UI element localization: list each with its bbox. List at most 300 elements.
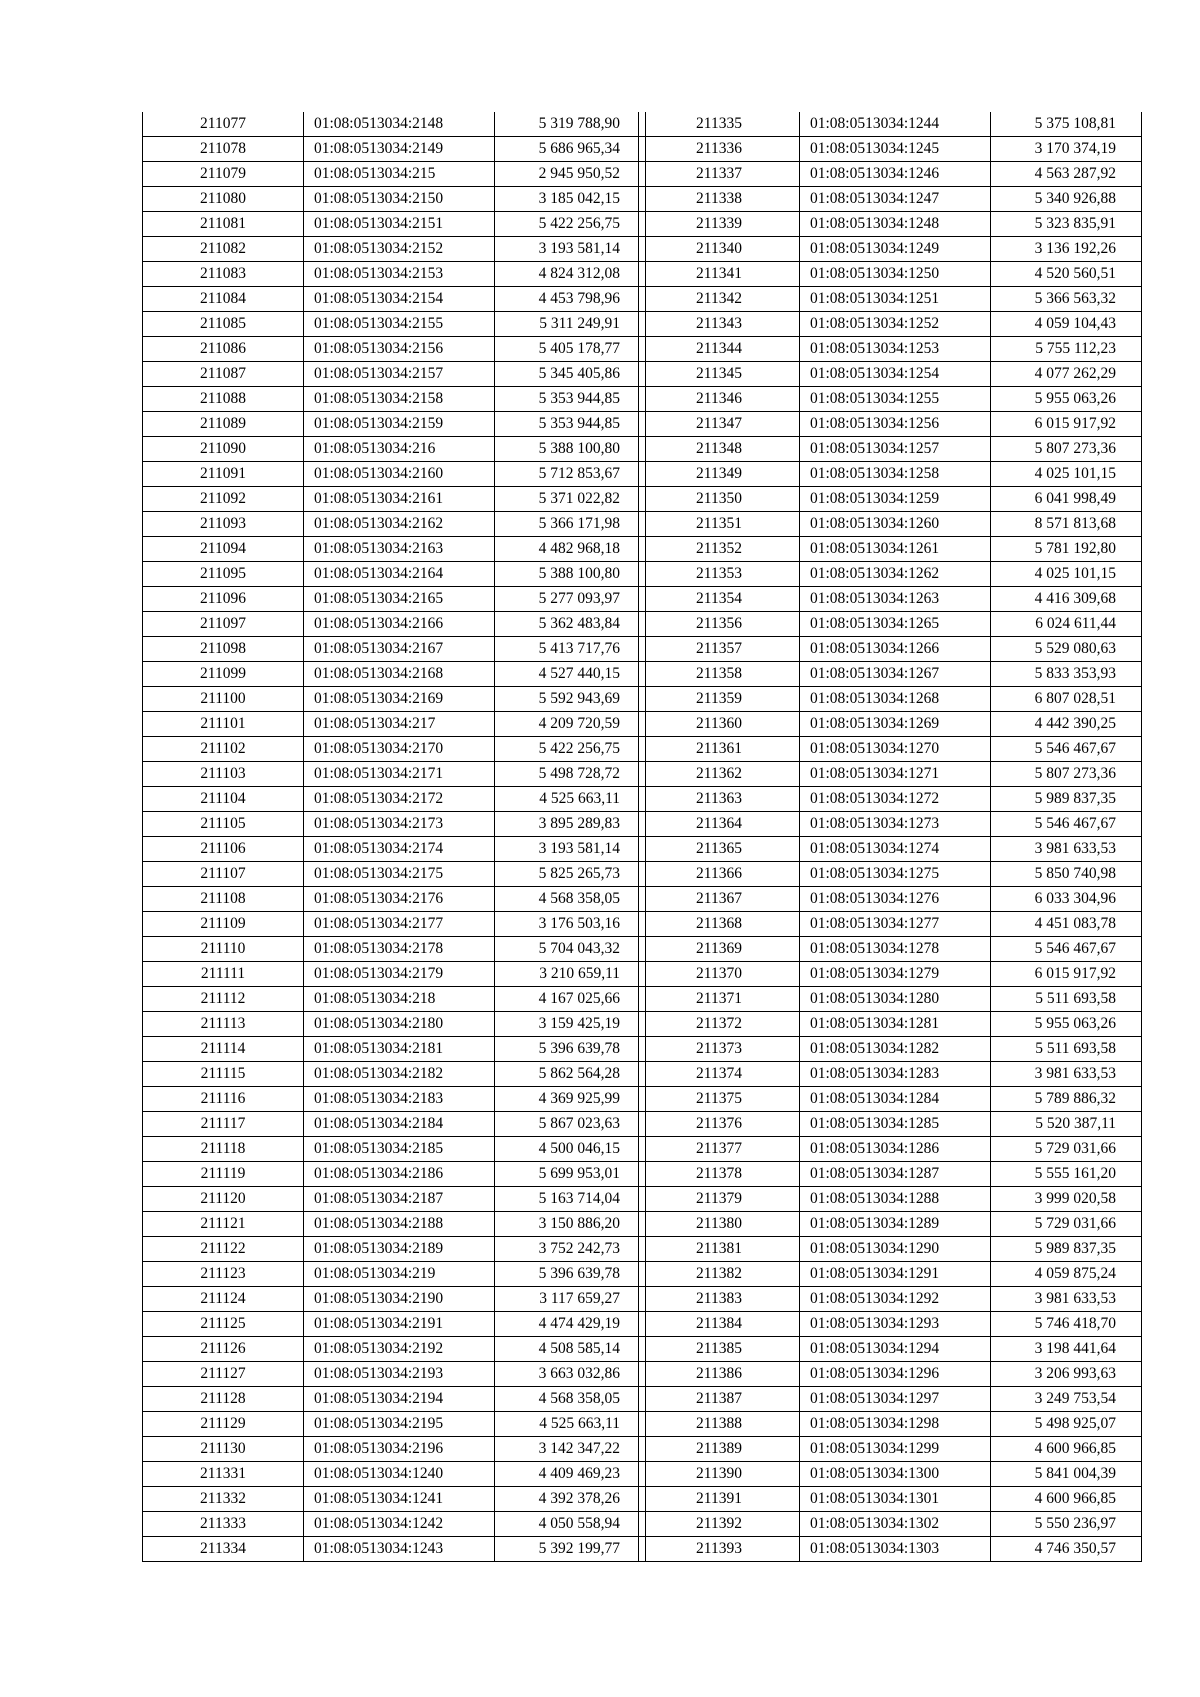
cadastral-number-cell: 01:08:0513034:1278	[800, 937, 991, 962]
table-row	[639, 112, 1142, 137]
cadastral-number-cell: 01:08:0513034:2160	[304, 462, 495, 487]
table-row	[639, 687, 1142, 712]
cadastral-number-cell: 01:08:0513034:1255	[800, 387, 991, 412]
table-row	[639, 162, 1142, 187]
cadastral-value-cell: 3 193 581,14	[495, 837, 646, 862]
cadastral-value-cell: 4 416 309,68	[991, 587, 1142, 612]
record-number-cell: 211373	[639, 1037, 800, 1062]
record-number-cell: 211127	[143, 1362, 304, 1387]
cadastral-number-cell: 01:08:0513034:1294	[800, 1337, 991, 1362]
table-row	[639, 512, 1142, 537]
cadastral-number-cell: 01:08:0513034:1270	[800, 737, 991, 762]
cadastral-number-cell: 01:08:0513034:2194	[304, 1387, 495, 1412]
table-row	[143, 237, 646, 262]
record-number-cell: 211086	[143, 337, 304, 362]
table-row	[143, 987, 646, 1012]
record-number-cell: 211343	[639, 312, 800, 337]
table-row	[639, 837, 1142, 862]
record-number-cell: 211093	[143, 512, 304, 537]
table-row	[143, 587, 646, 612]
table-row	[143, 1312, 646, 1337]
record-number-cell: 211091	[143, 462, 304, 487]
cadastral-number-cell: 01:08:0513034:2181	[304, 1037, 495, 1062]
cadastral-number-cell: 01:08:0513034:2173	[304, 812, 495, 837]
cadastral-number-cell: 01:08:0513034:2191	[304, 1312, 495, 1337]
table-row	[143, 337, 646, 362]
table-row	[639, 812, 1142, 837]
cadastral-value-cell: 5 340 926,88	[991, 187, 1142, 212]
cadastral-value-cell: 6 041 998,49	[991, 487, 1142, 512]
cadastral-value-cell: 4 474 429,19	[495, 1312, 646, 1337]
cadastral-value-cell: 3 159 425,19	[495, 1012, 646, 1037]
record-number-cell: 211350	[639, 487, 800, 512]
cadastral-number-cell: 01:08:0513034:219	[304, 1262, 495, 1287]
record-number-cell: 211112	[143, 987, 304, 1012]
record-number-cell: 211348	[639, 437, 800, 462]
table-row	[143, 887, 646, 912]
cadastral-number-cell: 01:08:0513034:1282	[800, 1037, 991, 1062]
cadastral-number-cell: 01:08:0513034:2165	[304, 587, 495, 612]
cadastral-number-cell: 01:08:0513034:1288	[800, 1187, 991, 1212]
table-row	[639, 1062, 1142, 1087]
record-number-cell: 211082	[143, 237, 304, 262]
table-row	[639, 1437, 1142, 1462]
table-row	[639, 1337, 1142, 1362]
record-number-cell: 211100	[143, 687, 304, 712]
cadastral-number-cell: 01:08:0513034:1285	[800, 1112, 991, 1137]
cadastral-value-cell: 5 729 031,66	[991, 1137, 1142, 1162]
record-number-cell: 211393	[639, 1537, 800, 1562]
table-row	[639, 1512, 1142, 1537]
cadastral-value-cell: 5 555 161,20	[991, 1162, 1142, 1187]
table-body-left	[143, 112, 646, 1562]
table-row	[639, 212, 1142, 237]
cadastral-value-cell: 3 981 633,53	[991, 1062, 1142, 1087]
cadastral-value-cell: 4 482 968,18	[495, 537, 646, 562]
cadastral-number-cell: 01:08:0513034:2154	[304, 287, 495, 312]
record-number-cell: 211376	[639, 1112, 800, 1137]
cadastral-value-cell: 5 712 853,67	[495, 462, 646, 487]
record-number-cell: 211080	[143, 187, 304, 212]
cadastral-number-cell: 01:08:0513034:1293	[800, 1312, 991, 1337]
table-row	[143, 1112, 646, 1137]
record-number-cell: 211388	[639, 1412, 800, 1437]
record-number-cell: 211337	[639, 162, 800, 187]
table-row	[143, 362, 646, 387]
record-number-cell: 211368	[639, 912, 800, 937]
record-number-cell: 211078	[143, 137, 304, 162]
cadastral-number-cell: 01:08:0513034:2184	[304, 1112, 495, 1137]
table-row	[143, 1287, 646, 1312]
cadastral-number-cell: 01:08:0513034:2158	[304, 387, 495, 412]
table-row	[639, 537, 1142, 562]
record-number-cell: 211382	[639, 1262, 800, 1287]
record-number-cell: 211340	[639, 237, 800, 262]
record-number-cell: 211099	[143, 662, 304, 687]
cadastral-value-cell: 5 789 886,32	[991, 1087, 1142, 1112]
cadastral-value-cell: 5 989 837,35	[991, 787, 1142, 812]
cadastral-value-cell: 5 277 093,97	[495, 587, 646, 612]
table-row	[639, 587, 1142, 612]
cadastral-number-cell: 01:08:0513034:1289	[800, 1212, 991, 1237]
record-number-cell: 211365	[639, 837, 800, 862]
record-number-cell: 211104	[143, 787, 304, 812]
cadastral-value-cell: 4 568 358,05	[495, 887, 646, 912]
table-row	[639, 1312, 1142, 1337]
table-row	[143, 1237, 646, 1262]
cadastral-value-cell: 3 150 886,20	[495, 1212, 646, 1237]
cadastral-number-cell: 01:08:0513034:216	[304, 437, 495, 462]
cadastral-number-cell: 01:08:0513034:1302	[800, 1512, 991, 1537]
table-row	[639, 712, 1142, 737]
cadastral-number-cell: 01:08:0513034:1279	[800, 962, 991, 987]
record-number-cell: 211124	[143, 1287, 304, 1312]
cadastral-value-cell: 6 807 028,51	[991, 687, 1142, 712]
table-row	[143, 312, 646, 337]
table-row	[143, 1037, 646, 1062]
record-number-cell: 211392	[639, 1512, 800, 1537]
cadastral-value-cell: 5 422 256,75	[495, 737, 646, 762]
cadastral-value-cell: 4 025 101,15	[991, 462, 1142, 487]
cadastral-number-cell: 01:08:0513034:1268	[800, 687, 991, 712]
cadastral-number-cell: 01:08:0513034:1240	[304, 1462, 495, 1487]
cadastral-value-cell: 5 955 063,26	[991, 1012, 1142, 1037]
cadastral-value-cell: 3 999 020,58	[991, 1187, 1142, 1212]
record-number-cell: 211097	[143, 612, 304, 637]
cadastral-value-cell: 5 388 100,80	[495, 562, 646, 587]
cadastral-number-cell: 01:08:0513034:1291	[800, 1262, 991, 1287]
record-number-cell: 211374	[639, 1062, 800, 1087]
cadastral-number-cell: 01:08:0513034:2179	[304, 962, 495, 987]
cadastral-number-cell: 01:08:0513034:1296	[800, 1362, 991, 1387]
record-number-cell: 211353	[639, 562, 800, 587]
cadastral-value-cell: 5 362 483,84	[495, 612, 646, 637]
record-number-cell: 211387	[639, 1387, 800, 1412]
record-number-cell: 211096	[143, 587, 304, 612]
table-row	[639, 437, 1142, 462]
table-row	[143, 937, 646, 962]
table-row	[639, 862, 1142, 887]
table-row	[639, 1112, 1142, 1137]
table-row	[639, 1037, 1142, 1062]
table-row	[143, 137, 646, 162]
cadastral-value-cell: 4 746 350,57	[991, 1537, 1142, 1562]
cadastral-number-cell: 01:08:0513034:1249	[800, 237, 991, 262]
record-number-cell: 211107	[143, 862, 304, 887]
record-number-cell: 211109	[143, 912, 304, 937]
table-row	[639, 1237, 1142, 1262]
cadastral-value-cell: 5 366 563,32	[991, 287, 1142, 312]
table-row	[143, 762, 646, 787]
table-row	[143, 712, 646, 737]
record-number-cell: 211113	[143, 1012, 304, 1037]
cadastral-value-cell: 3 185 042,15	[495, 187, 646, 212]
cadastral-value-cell: 5 520 387,11	[991, 1112, 1142, 1137]
cadastral-value-cell: 4 568 358,05	[495, 1387, 646, 1412]
table-row	[639, 412, 1142, 437]
cadastral-value-cell: 5 311 249,91	[495, 312, 646, 337]
table-row	[639, 387, 1142, 412]
cadastral-value-cell: 6 024 611,44	[991, 612, 1142, 637]
table-row	[143, 1362, 646, 1387]
record-number-cell: 211358	[639, 662, 800, 687]
record-number-cell: 211122	[143, 1237, 304, 1262]
cadastral-number-cell: 01:08:0513034:1281	[800, 1012, 991, 1037]
cadastral-value-cell: 5 825 265,73	[495, 862, 646, 887]
cadastral-number-cell: 01:08:0513034:1271	[800, 762, 991, 787]
record-number-cell: 211366	[639, 862, 800, 887]
cadastral-number-cell: 01:08:0513034:1251	[800, 287, 991, 312]
table-row	[143, 1537, 646, 1562]
cadastral-value-cell: 5 366 171,98	[495, 512, 646, 537]
table-row	[639, 362, 1142, 387]
record-number-cell: 211371	[639, 987, 800, 1012]
cadastral-number-cell: 01:08:0513034:1243	[304, 1537, 495, 1562]
record-number-cell: 211083	[143, 262, 304, 287]
cadastral-value-cell: 5 422 256,75	[495, 212, 646, 237]
cadastral-number-cell: 01:08:0513034:2175	[304, 862, 495, 887]
cadastral-number-cell: 01:08:0513034:218	[304, 987, 495, 1012]
record-number-cell: 211089	[143, 412, 304, 437]
table-row	[639, 1537, 1142, 1562]
record-number-cell: 211372	[639, 1012, 800, 1037]
cadastral-value-cell: 5 755 112,23	[991, 337, 1142, 362]
record-number-cell: 211336	[639, 137, 800, 162]
table-row	[639, 762, 1142, 787]
record-number-cell: 211331	[143, 1462, 304, 1487]
record-number-cell: 211098	[143, 637, 304, 662]
record-number-cell: 211102	[143, 737, 304, 762]
record-number-cell: 211359	[639, 687, 800, 712]
cadastral-number-cell: 01:08:0513034:1245	[800, 137, 991, 162]
cadastral-number-cell: 01:08:0513034:2162	[304, 512, 495, 537]
cadastral-value-cell: 5 550 236,97	[991, 1512, 1142, 1537]
table-row	[639, 137, 1142, 162]
record-number-cell: 211346	[639, 387, 800, 412]
table-row	[143, 437, 646, 462]
record-number-cell: 211105	[143, 812, 304, 837]
record-number-cell: 211341	[639, 262, 800, 287]
table-row	[143, 687, 646, 712]
cadastral-value-cell: 8 571 813,68	[991, 512, 1142, 537]
cadastral-number-cell: 01:08:0513034:2167	[304, 637, 495, 662]
cadastral-value-cell: 5 989 837,35	[991, 1237, 1142, 1262]
cadastral-value-cell: 4 600 966,85	[991, 1487, 1142, 1512]
cadastral-value-cell: 4 209 720,59	[495, 712, 646, 737]
table-row	[143, 537, 646, 562]
cadastral-value-cell: 3 752 242,73	[495, 1237, 646, 1262]
cadastral-value-cell: 4 824 312,08	[495, 262, 646, 287]
table-row	[143, 1512, 646, 1537]
table-row	[143, 1087, 646, 1112]
cadastral-number-cell: 01:08:0513034:1260	[800, 512, 991, 537]
cadastral-number-cell: 01:08:0513034:1301	[800, 1487, 991, 1512]
record-number-cell: 211362	[639, 762, 800, 787]
cadastral-value-cell: 5 841 004,39	[991, 1462, 1142, 1487]
record-number-cell: 211338	[639, 187, 800, 212]
table-row	[639, 1462, 1142, 1487]
cadastral-value-cell: 5 319 788,90	[495, 112, 646, 137]
cadastral-value-cell: 4 059 104,43	[991, 312, 1142, 337]
cadastral-value-cell: 4 525 663,11	[495, 787, 646, 812]
record-number-cell: 211342	[639, 287, 800, 312]
record-number-cell: 211377	[639, 1137, 800, 1162]
cadastral-value-cell: 5 729 031,66	[991, 1212, 1142, 1237]
cadastral-number-cell: 01:08:0513034:1241	[304, 1487, 495, 1512]
record-number-cell: 211354	[639, 587, 800, 612]
cadastral-number-cell: 01:08:0513034:1263	[800, 587, 991, 612]
cadastral-number-cell: 01:08:0513034:2192	[304, 1337, 495, 1362]
table-row	[639, 312, 1142, 337]
table-row	[639, 1387, 1142, 1412]
cadastral-value-cell: 4 600 966,85	[991, 1437, 1142, 1462]
record-number-cell: 211363	[639, 787, 800, 812]
cadastral-number-cell: 01:08:0513034:1267	[800, 662, 991, 687]
cadastral-number-cell: 01:08:0513034:2169	[304, 687, 495, 712]
record-number-cell: 211084	[143, 287, 304, 312]
cadastral-number-cell: 01:08:0513034:215	[304, 162, 495, 187]
cadastral-value-cell: 5 746 418,70	[991, 1312, 1142, 1337]
cadastral-value-cell: 5 807 273,36	[991, 437, 1142, 462]
record-number-cell: 211379	[639, 1187, 800, 1212]
table-row	[143, 812, 646, 837]
record-number-cell: 211333	[143, 1512, 304, 1537]
table-row	[639, 1487, 1142, 1512]
table-row	[639, 1212, 1142, 1237]
cadastral-value-cell: 3 136 192,26	[991, 237, 1142, 262]
cadastral-value-cell: 4 525 663,11	[495, 1412, 646, 1437]
table-row	[639, 1162, 1142, 1187]
cadastral-value-cell: 4 167 025,66	[495, 987, 646, 1012]
cadastral-number-cell: 01:08:0513034:2159	[304, 412, 495, 437]
cadastral-number-cell: 01:08:0513034:2193	[304, 1362, 495, 1387]
table-row	[143, 1262, 646, 1287]
cadastral-number-cell: 01:08:0513034:2148	[304, 112, 495, 137]
cadastral-value-cell: 5 353 944,85	[495, 412, 646, 437]
cadastral-value-cell: 5 850 740,98	[991, 862, 1142, 887]
cadastral-number-cell: 01:08:0513034:2155	[304, 312, 495, 337]
cadastral-value-cell: 5 511 693,58	[991, 1037, 1142, 1062]
cadastral-value-cell: 5 592 943,69	[495, 687, 646, 712]
table-row	[143, 962, 646, 987]
cadastral-value-cell: 5 323 835,91	[991, 212, 1142, 237]
record-number-cell: 211361	[639, 737, 800, 762]
record-number-cell: 211094	[143, 537, 304, 562]
cadastral-number-cell: 01:08:0513034:217	[304, 712, 495, 737]
cadastral-value-cell: 5 546 467,67	[991, 737, 1142, 762]
cadastral-number-cell: 01:08:0513034:2187	[304, 1187, 495, 1212]
cadastral-number-cell: 01:08:0513034:1280	[800, 987, 991, 1012]
cadastral-number-cell: 01:08:0513034:2171	[304, 762, 495, 787]
record-number-cell: 211383	[639, 1287, 800, 1312]
table-row	[639, 1137, 1142, 1162]
record-number-cell: 211085	[143, 312, 304, 337]
table-row	[143, 1487, 646, 1512]
record-number-cell: 211344	[639, 337, 800, 362]
cadastral-value-cell: 5 392 199,77	[495, 1537, 646, 1562]
cadastral-number-cell: 01:08:0513034:1275	[800, 862, 991, 887]
cadastral-value-cell: 4 508 585,14	[495, 1337, 646, 1362]
table-row	[143, 1062, 646, 1087]
cadastral-value-cell: 3 895 289,83	[495, 812, 646, 837]
record-number-cell: 211351	[639, 512, 800, 537]
cadastral-value-cell: 5 405 178,77	[495, 337, 646, 362]
record-number-cell: 211123	[143, 1262, 304, 1287]
table-row	[143, 1187, 646, 1212]
table-row	[639, 562, 1142, 587]
table-row	[639, 662, 1142, 687]
cadastral-value-cell: 3 117 659,27	[495, 1287, 646, 1312]
cadastral-number-cell: 01:08:0513034:1283	[800, 1062, 991, 1087]
record-number-cell: 211079	[143, 162, 304, 187]
cadastral-value-cell: 5 862 564,28	[495, 1062, 646, 1087]
cadastral-number-cell: 01:08:0513034:1300	[800, 1462, 991, 1487]
record-number-cell: 211108	[143, 887, 304, 912]
cadastral-value-cell: 3 981 633,53	[991, 1287, 1142, 1312]
cadastral-value-cell: 5 807 273,36	[991, 762, 1142, 787]
cadastral-number-cell: 01:08:0513034:2196	[304, 1437, 495, 1462]
cadastral-number-cell: 01:08:0513034:2163	[304, 537, 495, 562]
cadastral-number-cell: 01:08:0513034:1284	[800, 1087, 991, 1112]
record-number-cell: 211390	[639, 1462, 800, 1487]
cadastral-value-cell: 4 527 440,15	[495, 662, 646, 687]
record-number-cell: 211090	[143, 437, 304, 462]
cadastral-number-cell: 01:08:0513034:1272	[800, 787, 991, 812]
cadastral-number-cell: 01:08:0513034:1258	[800, 462, 991, 487]
record-number-cell: 211378	[639, 1162, 800, 1187]
cadastral-value-cell: 3 176 503,16	[495, 912, 646, 937]
cadastral-number-cell: 01:08:0513034:1303	[800, 1537, 991, 1562]
record-number-cell: 211352	[639, 537, 800, 562]
cadastral-value-cell: 5 388 100,80	[495, 437, 646, 462]
table-row	[639, 487, 1142, 512]
table-row	[639, 462, 1142, 487]
table-row	[639, 1087, 1142, 1112]
table-row	[143, 562, 646, 587]
record-number-cell: 211120	[143, 1187, 304, 1212]
cadastral-number-cell: 01:08:0513034:1246	[800, 162, 991, 187]
record-number-cell: 211118	[143, 1137, 304, 1162]
record-number-cell: 211380	[639, 1212, 800, 1237]
table-row	[639, 612, 1142, 637]
table-row	[143, 1412, 646, 1437]
record-number-cell: 211369	[639, 937, 800, 962]
table-row	[639, 1412, 1142, 1437]
table-row	[639, 1262, 1142, 1287]
table-row	[639, 962, 1142, 987]
table-row	[143, 912, 646, 937]
cadastral-value-cell: 4 520 560,51	[991, 262, 1142, 287]
table-row	[143, 1462, 646, 1487]
cadastral-number-cell: 01:08:0513034:2151	[304, 212, 495, 237]
cadastral-value-cell: 5 704 043,32	[495, 937, 646, 962]
cadastral-number-cell: 01:08:0513034:2189	[304, 1237, 495, 1262]
cadastral-number-cell: 01:08:0513034:1247	[800, 187, 991, 212]
cadastral-number-cell: 01:08:0513034:1259	[800, 487, 991, 512]
table-row	[143, 162, 646, 187]
cadastral-number-cell: 01:08:0513034:2195	[304, 1412, 495, 1437]
cadastral-value-cell: 3 249 753,54	[991, 1387, 1142, 1412]
table-row	[143, 462, 646, 487]
cadastral-number-cell: 01:08:0513034:2174	[304, 837, 495, 862]
record-number-cell: 211130	[143, 1437, 304, 1462]
cadastral-value-cell: 5 353 944,85	[495, 387, 646, 412]
cadastral-value-cell: 5 781 192,80	[991, 537, 1142, 562]
cadastral-number-cell: 01:08:0513034:1265	[800, 612, 991, 637]
table-row	[143, 787, 646, 812]
cadastral-value-cell: 5 546 467,67	[991, 812, 1142, 837]
cadastral-value-cell: 5 498 925,07	[991, 1412, 1142, 1437]
